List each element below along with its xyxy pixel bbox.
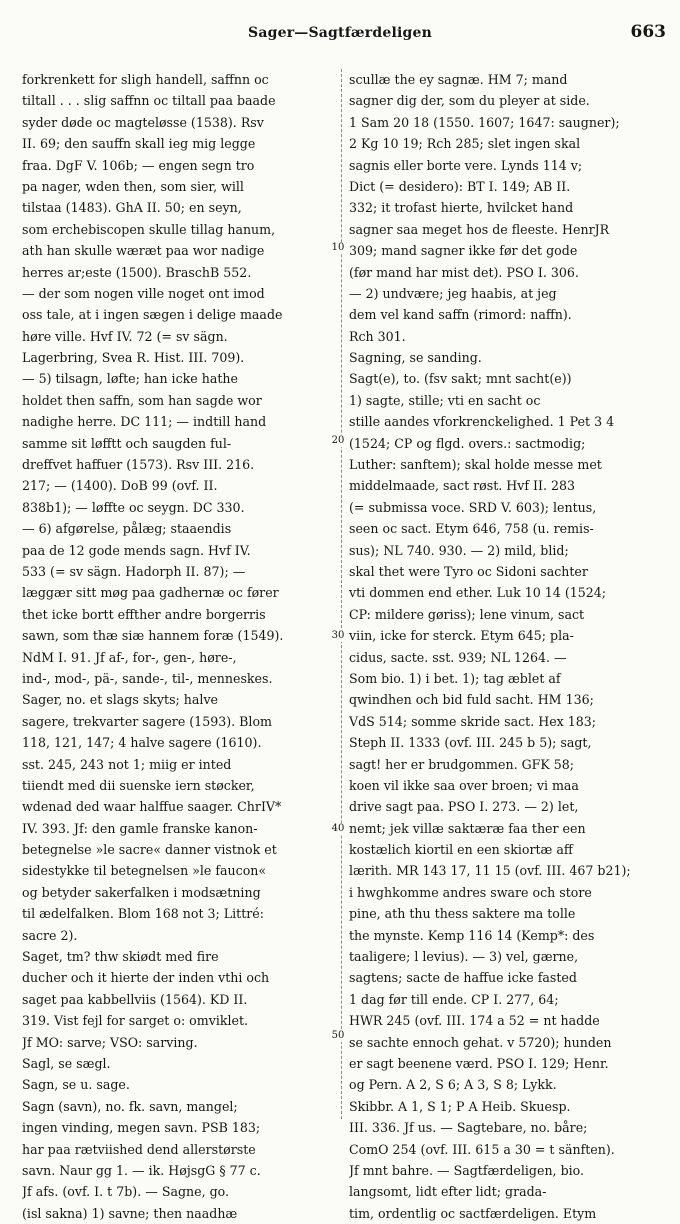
text-line: ath han skulle wæræt paa wor nadige	[22, 243, 265, 259]
text-line: — 2) undvære; jeg haabis, at jeg	[349, 285, 557, 301]
text-line: oss tale, at i ingen sægen i delige maade	[22, 307, 283, 323]
text-line: betegnelse »le sacre« danner vistnok et	[22, 842, 277, 858]
text-line: 533 (= sv sägn. Hadorph II. 87); —	[22, 563, 246, 579]
text-line: wdenad ded waar halffue saager. ChrIV*	[22, 799, 282, 815]
text-line: HWR 245 (ovf. III. 174 a 52 = nt hadde	[349, 1013, 600, 1029]
text-line: lærith. MR 143 17, 11 15 (ovf. III. 467 b21);	[349, 863, 631, 879]
text-line: (= submissa voce. SRD V. 603); lentus,	[349, 499, 597, 515]
text-line: 118, 121, 147; 4 halve sagere (1610).	[22, 735, 262, 751]
text-line: viin, icke for sterck. Etym 645; pla-	[349, 628, 574, 644]
text-line: 309; mand sagner ikke før det gode	[349, 243, 578, 259]
text-line: skal thet were Tyro oc Sidoni sachter	[349, 563, 588, 579]
text-line: Dict (= desidero): BT I. 149; AB II.	[349, 178, 571, 194]
left-column	[22, 69, 332, 1221]
text-line: sagtens; sacte de haffue icke fasted	[349, 970, 577, 986]
text-line: Sagn, se u. sage.	[22, 1077, 130, 1093]
line-number-marker: 30	[328, 630, 348, 642]
text-line: dem vel kand saffn (rimord: naffn).	[349, 307, 572, 323]
text-line: CP: mildere gøriss); lene vinum, sact	[349, 606, 585, 622]
text-line: høre ville. Hvf IV. 72 (= sv sägn.	[22, 328, 228, 344]
text-line: — der som nogen ville noget ont imod	[22, 285, 265, 301]
text-line: VdS 514; somme skride sact. Hex 183;	[349, 713, 597, 729]
text-line: tim, ordentlig oc sactfærdeligen. Etym	[349, 1205, 597, 1221]
right-column	[349, 69, 659, 1221]
text-line: til ædelfalken. Blom 168 not 3; Littré:	[22, 906, 264, 922]
text-line: 1 Sam 20 18 (1550. 1607; 1647: saugner);	[349, 114, 620, 130]
text-line: koen vil ikke saa over broen; vi maa	[349, 777, 579, 793]
text-line: i hwghkomme andres sware och store	[349, 884, 592, 900]
text-line: ingen vinding, megen savn. PSB 183;	[22, 1120, 261, 1136]
text-line: (1524; CP og flgd. overs.: sactmodig;	[349, 435, 586, 451]
text-line: ducher och it hierte der inden vthi och	[22, 970, 270, 986]
text-line: syder døde oc magteløsse (1538). Rsv	[22, 114, 264, 130]
line-number-marker: 20	[328, 435, 348, 447]
text-line: sidestykke til betegnelsen »le faucon«	[22, 863, 267, 879]
text-line: Som bio. 1) i bet. 1); tag æblet af	[349, 670, 561, 686]
text-line: — 5) tilsagn, løfte; han icke hathe	[22, 371, 238, 387]
text-line: stille aandes vforkrenckelighed. 1 Pet 3 4	[349, 414, 615, 430]
text-line: middelmaade, sact røst. Hvf II. 283	[349, 478, 576, 494]
text-line: forkrenkett for sligh handell, saffnn oc	[22, 72, 269, 87]
text-line: nemt; jek villæ saktæræ faa ther een	[349, 820, 586, 836]
text-line: cidus, sacte. sst. 939; NL 1264. —	[349, 649, 567, 665]
text-line: og Pern. A 2, S 6; A 3, S 8; Lykk.	[349, 1077, 557, 1093]
text-line: samme sit løfftt och saugden ful-	[22, 435, 232, 451]
text-line: Jf mnt bahre. — Sagtfærdeligen, bio.	[349, 1162, 585, 1178]
text-line: pine, ath thu thess saktere ma tolle	[349, 906, 576, 922]
text-line: 2 Kg 10 19; Rch 285; slet ingen skal	[349, 136, 581, 152]
text-line: taaligere; l levius). — 3) vel, gærne,	[349, 949, 579, 965]
text-line: Sager, no. et slags skyts; halve	[22, 692, 219, 708]
text-line: læggær sitt møg paa gadhernæ oc fører	[22, 585, 279, 601]
text-line: tiltall . . . slig saffnn oc tiltall paa baade	[22, 93, 276, 109]
text-line: 217; — (1400). DoB 99 (ovf. II.	[22, 478, 218, 494]
text-line: kostælich kiortil en een skiortæ aff	[349, 842, 573, 858]
line-number-marker: 50	[328, 1030, 348, 1042]
text-line: scullæ the ey sagnæ. HM 7; mand	[349, 72, 568, 87]
text-line: drive sagt paa. PSO I. 273. — 2) let,	[349, 799, 579, 815]
text-line: ind-, mod-, pä-, sande-, til-, menneskes.	[22, 670, 273, 686]
text-line: — 6) afgørelse, pålæg; staaendis	[22, 521, 232, 537]
text-line: III. 336. Jf us. — Sagtebare, no. båre;	[349, 1120, 588, 1136]
text-line: sawn, som thæ siæ hannem foræ (1549).	[22, 628, 284, 644]
text-line: Luther: sanftem); skal holde messe met	[349, 457, 602, 473]
text-line: 1 dag før till ende. CP I. 277, 64;	[349, 991, 559, 1007]
text-line: Sagn (savn), no. fk. savn, mangel;	[22, 1098, 238, 1114]
text-line: qwindhen och bid fuld sacht. HM 136;	[349, 692, 594, 708]
text-line: og betyder sakerfalken i modsætning	[22, 884, 261, 900]
text-line: ComO 254 (ovf. III. 615 a 30 = t sänften).	[349, 1141, 615, 1157]
text-line: (isl sakna) 1) savne; then naadhæ	[22, 1205, 238, 1221]
text-line: NdM I. 91. Jf af-, for-, gen-, høre-,	[22, 649, 237, 665]
text-line: som erchebiscopen skulle tillag hanum,	[22, 221, 276, 237]
text-line: herres ar;este (1500). BraschB 552.	[22, 264, 252, 280]
text-line: IV. 393. Jf: den gamle franske kanon-	[22, 820, 258, 836]
text-line: 332; it trofast hierte, hvilcket hand	[349, 200, 574, 216]
text-line: Jf afs. (ovf. I. t 7b). — Sagne, go.	[22, 1184, 230, 1200]
text-line: sagner dig der, som du pleyer at side.	[349, 93, 590, 109]
text-line: II. 69; den sauffn skall ieg mig legge	[22, 136, 256, 152]
text-line: sus); NL 740. 930. — 2) mild, blid;	[349, 542, 569, 558]
text-line: sagere, trekvarter sagere (1593). Blom	[22, 713, 272, 729]
page-number: 663	[630, 22, 666, 42]
text-line: thet icke bortt effther andre borgerris	[22, 606, 266, 622]
line-number-marker: 10	[328, 242, 348, 254]
text-line: Lagerbring, Svea R. Hist. III. 709).	[22, 350, 245, 366]
text-line: Steph II. 1333 (ovf. III. 245 b 5); sagt,	[349, 735, 592, 751]
text-line: vti dommen end ether. Luk 10 14 (1524;	[349, 585, 607, 601]
column-divider	[341, 69, 342, 1119]
text-line: sagnis eller borte vere. Lynds 114 v;	[349, 157, 583, 173]
text-line: Saget, tm? thw skiødt med fire	[22, 949, 219, 965]
text-line: sacre 2).	[22, 927, 78, 943]
text-line: holdet then saffn, som han sagde wor	[22, 392, 262, 408]
text-line: seen oc sact. Etym 646, 758 (u. remis-	[349, 521, 594, 537]
text-line: tilstaa (1483). GhA II. 50; en seyn,	[22, 200, 242, 216]
text-line: 838b1); — løffte oc seygn. DC 330.	[22, 499, 245, 515]
text-line: the mynste. Kemp 116 14 (Kemp*: des	[349, 927, 595, 943]
text-line: Sagl, se sægl.	[22, 1055, 111, 1071]
line-number-marker: 40	[328, 823, 348, 835]
text-line: 319. Vist fejl for sarget o: omviklet.	[22, 1013, 249, 1029]
text-line: langsomt, lidt efter lidt; grada-	[349, 1184, 547, 1200]
text-line: tiiendt med dii suenske iern støcker,	[22, 777, 255, 793]
text-line: se sachte ennoch gehat. v 5720); hunden	[349, 1034, 612, 1050]
text-line: sagt! her er brudgommen. GFK 58;	[349, 756, 575, 772]
text-line: Skibbr. A 1, S 1; P A Heib. Skuesp.	[349, 1098, 571, 1114]
text-line: Sagt(e), to. (fsv sakt; mnt sacht(e))	[349, 371, 572, 387]
text-line: dreffvet haffuer (1573). Rsv III. 216.	[22, 457, 255, 473]
running-title: Sager—Sagtfærdeligen	[248, 25, 432, 41]
page-header	[0, 22, 680, 48]
text-line: (før mand har mist det). PSO I. 306.	[349, 264, 579, 280]
text-line: nadighe herre. DC 111; — indtill hand	[22, 414, 267, 430]
text-line: saget paa kabbellviis (1564). KD II.	[22, 991, 248, 1007]
text-line: savn. Naur gg 1. — ik. HøjsgG § 77 c.	[22, 1162, 261, 1178]
text-line: sst. 245, 243 not 1; miig er inted	[22, 756, 232, 772]
text-line: paa de 12 gode mends sagn. Hvf IV.	[22, 542, 251, 558]
text-line: Sagning, se sanding.	[349, 350, 482, 366]
text-line: Rch 301.	[349, 328, 406, 344]
text-line: pa nager, wden then, som sier, will	[22, 178, 244, 194]
text-line: er sagt beenene værd. PSO I. 129; Henr.	[349, 1055, 609, 1071]
text-line: 1) sagte, stille; vti en sacht oc	[349, 392, 541, 408]
text-line: sagner saa meget hos de fleeste. HenrJR	[349, 221, 610, 237]
text-line: Jf MO: sarve; VSO: sarving.	[22, 1034, 198, 1050]
text-line: fraa. DgF V. 106b; — engen segn tro	[22, 157, 255, 173]
text-line: har paa rætviished dend allerstørste	[22, 1141, 256, 1157]
